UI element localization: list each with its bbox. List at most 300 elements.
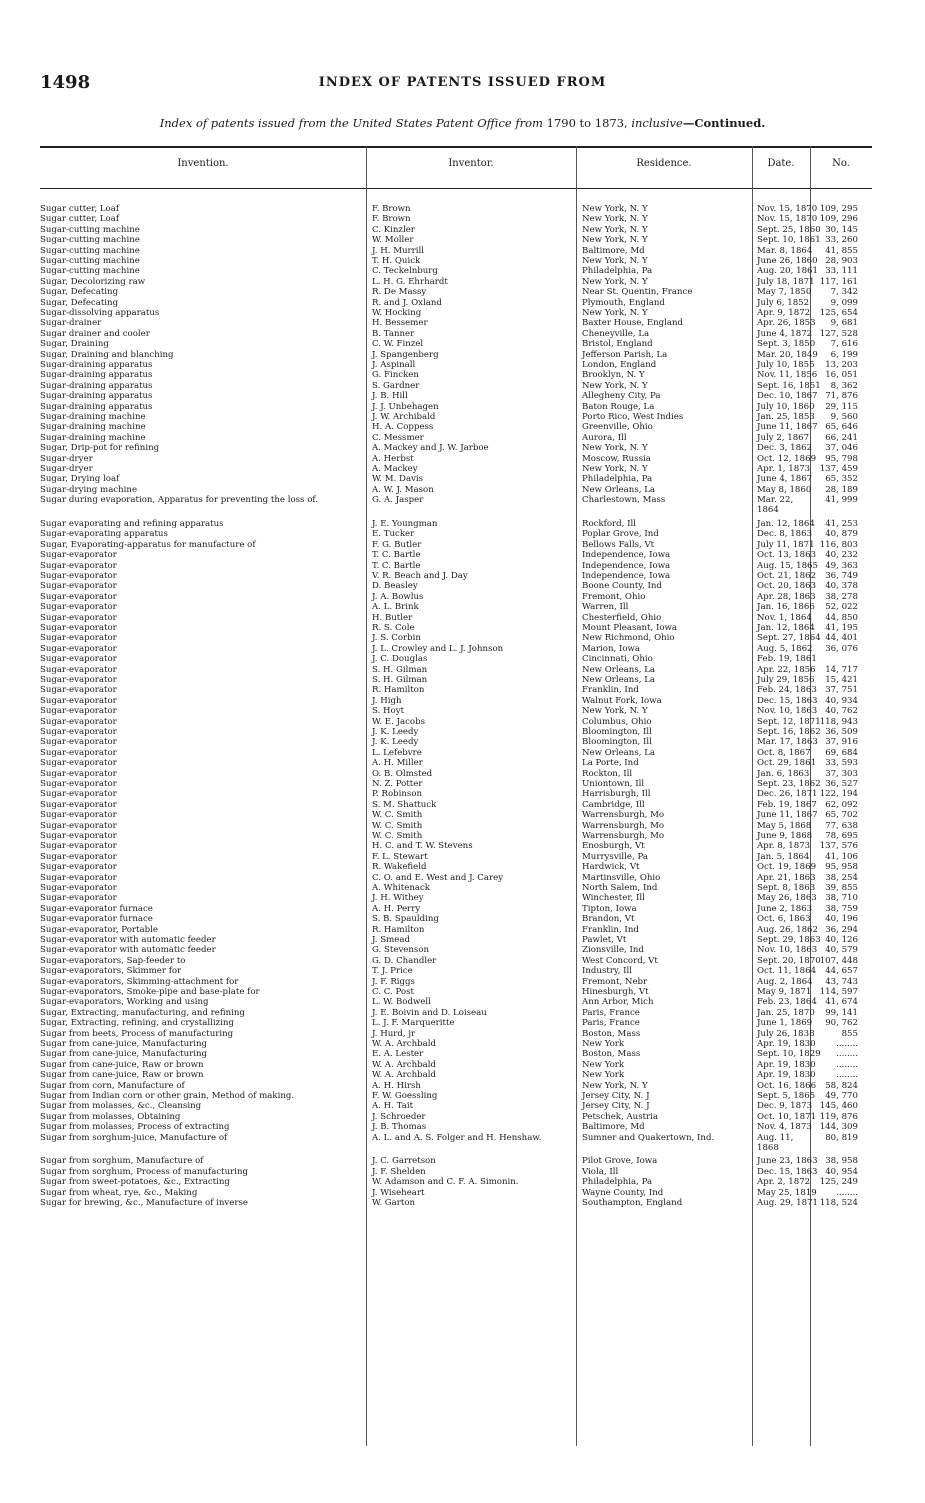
inventor-cell: T. C. Bartle xyxy=(372,560,421,571)
residence-cell: Mount Pleasant, Iowa xyxy=(582,623,678,633)
patent-number-cell: ........ xyxy=(836,1039,858,1049)
residence-cell: Poplar Grove, Ind xyxy=(582,529,659,540)
inventor-cell: J. E. Boivin and D. Loiseau xyxy=(372,1007,487,1018)
patent-number-cell: 36, 294 xyxy=(825,924,858,935)
date-cell: Apr. 19, 1830 xyxy=(757,1059,816,1070)
residence-cell: Baltimore, Md xyxy=(582,245,645,256)
invention-cell: Sugar-evaporators, Working and using xyxy=(40,997,209,1008)
residence-cell: Baltimore, Md xyxy=(582,1122,645,1133)
invention-cell: Sugar-evaporator xyxy=(40,872,117,883)
invention-cell: Sugar-evaporator xyxy=(40,591,117,602)
date-cell: Oct. 11, 1864 xyxy=(757,966,817,977)
inventor-cell: A. H. Tait xyxy=(372,1101,414,1112)
invention-cell: Sugar-evaporators, Smoke-pipe and base-plate for xyxy=(40,987,260,997)
residence-cell: Rockford, Ill xyxy=(582,519,636,529)
date-cell: Dec. 15, 1863 xyxy=(757,695,818,706)
patent-number-cell: 44, 657 xyxy=(825,966,858,977)
column-header-invention: Invention. xyxy=(177,158,229,169)
residence-cell: Southampton, England xyxy=(582,1198,683,1208)
inventor-cell: E. Tucker xyxy=(372,529,415,540)
patent-number-cell: 118, 943 xyxy=(819,716,858,727)
invention-cell: Sugar, Drying loaf xyxy=(40,474,120,485)
inventor-cell: W. C. Smith xyxy=(372,831,423,841)
patent-number-cell xyxy=(813,654,858,664)
invention-cell: Sugar-evaporator xyxy=(40,675,117,685)
residence-cell: Hinesburgh, Vt xyxy=(582,987,649,997)
inventor-cell: A. Whitenack xyxy=(372,883,431,893)
invention-cell: Sugar-evaporator xyxy=(40,862,117,873)
inventor-cell: J. Schroeder xyxy=(372,1111,426,1122)
patent-number-cell: 41, 106 xyxy=(825,851,858,862)
date-cell: Dec. 15, 1863 xyxy=(757,1166,818,1177)
patent-number-cell: 9, 560 xyxy=(830,412,858,422)
inventor-cell: C. O. and E. West and J. Carey xyxy=(372,872,504,883)
invention-cell: Sugar-evaporator xyxy=(40,779,117,789)
date-cell: Dec. 10, 1867 xyxy=(757,391,818,402)
inventor-cell: J. Smead xyxy=(372,935,410,945)
date-cell: June 4, 1867 xyxy=(757,474,813,485)
patent-number-cell: 44, 850 xyxy=(825,612,858,623)
invention-cell: Sugar-evaporator xyxy=(40,820,117,831)
residence-cell: New Orleans, La xyxy=(582,664,656,675)
patent-number-cell: 99, 141 xyxy=(825,1007,858,1018)
residence-cell: Philadelphia, Pa xyxy=(582,266,653,277)
invention-cell: Sugar-evaporators, Skimmer for xyxy=(40,966,182,977)
date-cell: Sept. 3, 1850 xyxy=(757,339,816,350)
invention-cell: Sugar-evaporator xyxy=(40,727,117,737)
patent-number-cell: 8, 362 xyxy=(830,380,858,391)
invention-cell: Sugar-evaporator xyxy=(40,758,117,769)
date-cell: Oct. 10, 1871 xyxy=(757,1111,817,1122)
patent-number-cell: 118, 524 xyxy=(819,1198,858,1208)
inventor-cell: W. C. Smith xyxy=(372,810,423,821)
residence-cell: New Orleans, La xyxy=(582,484,656,495)
date-cell: Jan. 12, 1864 xyxy=(757,519,815,529)
inventor-cell: S. B. Spaulding xyxy=(372,914,439,925)
residence-cell: New York, N. Y xyxy=(582,443,648,454)
residence-cell: Baton Rouge, La xyxy=(582,401,655,412)
date-cell: Feb. 19, 1861 xyxy=(757,654,817,665)
date-cell: Sept. 10, 1861 xyxy=(757,235,821,246)
invention-cell: Sugar-draining machine xyxy=(40,422,146,433)
date-cell: May 25, 1819 xyxy=(757,1187,817,1198)
inventor-cell: J. W. Archibald xyxy=(372,412,436,422)
residence-cell: Moscow, Russia xyxy=(582,453,651,464)
date-cell: May 5, 1868 xyxy=(757,820,812,831)
inventor-cell: S. H. Gilman xyxy=(372,675,428,685)
residence-cell: New York xyxy=(582,1070,625,1081)
date-cell: Oct. 13, 1863 xyxy=(757,550,817,561)
date-cell: June 23, 1863 xyxy=(757,1156,818,1167)
residence-cell: Viola, Ill xyxy=(582,1166,619,1177)
invention-cell: Sugar-draining apparatus xyxy=(40,360,153,370)
inventor-cell: L. J. F. Marqueritte xyxy=(372,1018,455,1029)
inventor-cell: G. Stevenson xyxy=(372,945,430,956)
residence-cell: Bloomington, Ill xyxy=(582,737,652,748)
patent-number-cell: 37, 916 xyxy=(825,737,858,748)
invention-cell: Sugar-dryer xyxy=(40,464,93,474)
date-cell: Nov. 1, 1864 xyxy=(757,612,812,623)
inventor-cell: A. L. Brink xyxy=(372,602,419,613)
date-cell: Oct. 21, 1862 xyxy=(757,571,817,581)
invention-cell: Sugar-evaporator xyxy=(40,831,117,841)
invention-cell: Sugar-evaporator with automatic feeder xyxy=(40,935,216,945)
date-cell: May 26, 1863 xyxy=(757,893,817,904)
residence-cell: Philadelphia, Pa xyxy=(582,474,653,485)
date-cell: Nov. 4, 1873 xyxy=(757,1122,812,1133)
date-cell: Oct. 20, 1863 xyxy=(757,581,817,592)
inventor-cell: J. H. Murrill xyxy=(372,245,424,256)
date-cell: Dec. 26, 1871 xyxy=(757,789,818,800)
residence-cell: New Orleans, La xyxy=(582,747,656,758)
date-cell: July 26, 1838 xyxy=(757,1028,815,1039)
patent-number-cell: 6, 199 xyxy=(830,349,858,360)
invention-cell: Sugar-evaporator xyxy=(40,612,117,623)
date-cell: Dec. 9, 1873 xyxy=(757,1101,813,1112)
invention-cell: Sugar drainer and cooler xyxy=(40,328,150,339)
patent-number-cell: 40, 762 xyxy=(825,706,858,717)
patent-number-cell: 65, 702 xyxy=(825,810,858,821)
residence-cell: Industry, Ill xyxy=(582,966,633,977)
patent-number-cell: ........ xyxy=(836,1187,858,1198)
invention-cell: Sugar from molasses, Obtaining xyxy=(40,1111,181,1122)
inventor-cell: H. C. and T. W. Stevens xyxy=(372,841,473,852)
residence-cell: Cambridge, Ill xyxy=(582,799,645,810)
patent-number-cell: 107, 448 xyxy=(819,955,858,966)
residence-cell: Martinsville, Ohio xyxy=(582,872,661,883)
inventor-cell: W. Moller xyxy=(372,235,414,246)
residence-cell: Franklin, Ind xyxy=(582,924,639,935)
invention-cell: Sugar-cutting machine xyxy=(40,266,140,277)
invention-cell: Sugar-evaporator with automatic feeder xyxy=(40,945,216,956)
date-cell: Apr. 1, 1873 xyxy=(757,464,811,474)
date-cell: Aug. 20, 1861 xyxy=(757,266,818,277)
patent-number-cell: 41, 253 xyxy=(825,519,858,529)
date-cell: Sept. 27, 1864 xyxy=(757,633,821,644)
inventor-cell: G. A. Jasper xyxy=(372,495,424,506)
patent-number-cell: 14, 717 xyxy=(825,664,858,675)
date-cell: Oct. 16, 1866 xyxy=(757,1080,817,1091)
residence-cell: Franklin, Ind xyxy=(582,685,639,696)
date-cell: Dec. 3, 1862 xyxy=(757,443,813,454)
date-cell: Oct. 6, 1863 xyxy=(757,914,811,925)
inventor-cell: S. H. Gilman xyxy=(372,664,428,675)
patent-number-cell: 137, 459 xyxy=(819,464,858,474)
inventor-cell: S. Gardner xyxy=(372,380,420,391)
inventor-cell: J. Hurd, jr xyxy=(372,1028,416,1039)
invention-cell: Sugar cutter, Loaf xyxy=(40,214,120,225)
invention-cell: Sugar from cane-juice, Raw or brown xyxy=(40,1070,204,1081)
inventor-cell: R. and J. Oxland xyxy=(372,297,442,308)
patent-number-cell: 95, 958 xyxy=(825,862,858,873)
patent-number-cell: 16, 051 xyxy=(825,370,858,381)
inventor-cell: T. C. Bartle xyxy=(372,550,421,561)
inventor-cell: C. Teckelnburg xyxy=(372,266,438,277)
date-cell: July 29, 1856 xyxy=(757,675,815,685)
invention-cell: Sugar-evaporator xyxy=(40,571,117,581)
date-cell: Sept. 23, 1862 xyxy=(757,779,821,789)
patent-number-cell: ........ xyxy=(836,1070,858,1081)
date-cell: Sept. 16, 1851 xyxy=(757,380,821,391)
inventor-cell: W. A. Archbald xyxy=(372,1070,436,1081)
residence-cell: Rockton, Ill xyxy=(582,768,633,779)
residence-cell: Columbus, Ohio xyxy=(582,716,652,727)
invention-cell: Sugar, Extracting, manufacturing, and refining xyxy=(40,1007,245,1018)
invention-cell: Sugar-evaporator, Portable xyxy=(40,924,158,935)
invention-cell: Sugar-draining apparatus xyxy=(40,370,153,381)
residence-cell: Paris, France xyxy=(582,1007,640,1018)
residence-cell: Brandon, Vt xyxy=(582,914,635,925)
column-header-residence: Residence. xyxy=(636,158,692,169)
inventor-cell: J. S. Corbin xyxy=(372,633,421,644)
inventor-cell: T. H. Quick xyxy=(372,256,421,266)
invention-cell: Sugar cutter, Loaf xyxy=(40,204,120,214)
invention-cell: Sugar-dryer xyxy=(40,453,93,464)
date-cell: May 7, 1850 xyxy=(757,287,812,298)
patent-number-cell: 30, 145 xyxy=(825,224,858,235)
residence-cell: New York, N. Y xyxy=(582,1080,648,1091)
invention-cell: Sugar from molasses, &c., Cleansing xyxy=(40,1101,202,1112)
residence-cell: Plymouth, England xyxy=(582,297,665,308)
residence-cell: New York, N. Y xyxy=(582,706,648,717)
residence-cell: West Concord, Vt xyxy=(582,955,658,966)
patent-number-cell: 95, 798 xyxy=(825,453,858,464)
residence-cell: Porto Rico, West Indies xyxy=(582,412,684,422)
inventor-cell: J. B. Thomas xyxy=(372,1122,427,1133)
residence-cell: Jefferson Parish, La xyxy=(582,349,668,360)
date-cell: Nov. 11, 1856 xyxy=(757,370,818,381)
residence-cell: Independence, Iowa xyxy=(582,571,671,581)
invention-cell: Sugar-evaporator xyxy=(40,747,117,758)
invention-cell: Sugar-draining apparatus xyxy=(40,391,153,402)
patent-number-cell: 40, 579 xyxy=(825,945,858,956)
inventor-cell: W. M. Davis xyxy=(372,474,424,485)
date-cell: June 11, 1867 xyxy=(757,810,818,821)
invention-cell: Sugar from sorghum, Process of manufacturing xyxy=(40,1166,249,1177)
inventor-cell: W. Adamson and C. F. A. Simonin. xyxy=(372,1177,519,1188)
inventor-cell: A. W. J. Mason xyxy=(372,484,434,495)
residence-cell: Petschek, Austria xyxy=(582,1111,659,1122)
patent-number-cell: 114, 597 xyxy=(819,987,858,997)
residence-cell: Near St. Quentin, France xyxy=(582,287,693,298)
residence-cell: New York, N. Y xyxy=(582,380,648,391)
residence-cell: Marion, Iowa xyxy=(582,643,640,654)
invention-cell: Sugar-evaporator xyxy=(40,695,117,706)
inventor-cell: J. Aspinall xyxy=(372,360,416,370)
inventor-cell: C. Messmer xyxy=(372,432,424,443)
patent-number-cell: 33, 260 xyxy=(825,235,858,246)
patent-number-cell: 36, 076 xyxy=(825,643,858,654)
patent-number-cell: 41, 195 xyxy=(825,623,858,633)
date-cell: Aug. 11, 1868 xyxy=(757,1132,794,1153)
residence-cell: Bristol, England xyxy=(582,339,653,350)
invention-cell: Sugar-evaporator furnace xyxy=(40,914,153,925)
inventor-cell: V. R. Beach and J. Day xyxy=(372,571,468,581)
invention-cell: Sugar-evaporator xyxy=(40,664,117,675)
patent-number-cell: 43, 743 xyxy=(825,976,858,987)
inventor-cell: C. Kinzler xyxy=(372,224,415,235)
residence-cell: Paris, France xyxy=(582,1018,640,1029)
residence-cell: Warrensburgh, Mo xyxy=(582,810,665,821)
invention-cell: Sugar, Draining and blanching xyxy=(40,349,174,360)
date-cell: Feb. 19, 1867 xyxy=(757,799,817,810)
invention-cell: Sugar-evaporator xyxy=(40,706,117,717)
patent-number-cell: 125, 249 xyxy=(819,1177,858,1188)
residence-cell: Aurora, Ill xyxy=(582,432,627,443)
residence-cell: Chesterfield, Ohio xyxy=(582,612,662,623)
patent-number-cell: 36, 527 xyxy=(825,779,858,789)
residence-cell: Bloomington, Ill xyxy=(582,727,652,737)
inventor-cell: J. High xyxy=(372,695,402,706)
patent-number-cell: 52, 022 xyxy=(825,602,858,613)
patent-number-cell: 117, 161 xyxy=(819,276,858,287)
patent-number-cell: 69, 684 xyxy=(825,747,858,758)
patent-number-cell: 77, 638 xyxy=(825,820,858,831)
residence-cell: Fremont, Ohio xyxy=(582,591,646,602)
patent-number-cell: 80, 819 xyxy=(825,1132,858,1143)
invention-cell: Sugar-cutting machine xyxy=(40,235,140,246)
date-cell: July 10, 1860 xyxy=(757,401,815,412)
residence-cell: Jersey City, N. J xyxy=(582,1091,650,1101)
invention-cell: Sugar from sorghum-juice, Manufacture of xyxy=(40,1132,228,1143)
inventor-cell: J. Wiseheart xyxy=(372,1187,425,1198)
date-cell: Jan. 5, 1864 xyxy=(757,851,810,862)
residence-cell: Pawlet, Vt xyxy=(582,935,627,945)
patent-number-cell: 38, 759 xyxy=(825,903,858,914)
invention-cell: Sugar-drying machine xyxy=(40,484,138,495)
invention-cell: Sugar-evaporators, Skimming-attachment for xyxy=(40,976,239,987)
patent-number-cell: 41, 674 xyxy=(825,997,858,1008)
invention-cell: Sugar, Draining xyxy=(40,339,109,350)
patent-number-cell: 40, 879 xyxy=(825,529,858,540)
patent-number-cell: 7, 342 xyxy=(830,287,858,298)
residence-cell: Zionsville, Ind xyxy=(582,945,644,956)
residence-cell: Winchester, Ill xyxy=(582,893,645,904)
residence-cell: Warrensburgh, Mo xyxy=(582,831,665,841)
date-cell: June 9, 1868 xyxy=(757,831,813,841)
invention-cell: Sugar-dissolving apparatus xyxy=(40,308,160,318)
residence-cell: Sumner and Quakertown, Ind. xyxy=(582,1132,715,1143)
inventor-cell: F. W. Goessling xyxy=(372,1091,438,1101)
inventor-cell: F. L. Stewart xyxy=(372,851,428,862)
patent-number-cell: 40, 934 xyxy=(825,695,858,706)
residence-cell: Enosburgh, Vt xyxy=(582,841,645,852)
inventor-cell: S. M. Shattuck xyxy=(372,799,437,810)
patent-number-cell: 65, 352 xyxy=(825,474,858,485)
date-cell: July 11, 1871 xyxy=(757,539,815,550)
inventor-cell: W. Garton xyxy=(372,1198,416,1208)
residence-cell: Brooklyn, N. Y xyxy=(582,370,645,381)
invention-cell: Sugar-evaporator xyxy=(40,623,117,633)
date-cell: Sept. 5, 1865 xyxy=(757,1091,816,1101)
invention-cell: Sugar-draining apparatus xyxy=(40,401,153,412)
patent-number-cell: 44, 401 xyxy=(825,633,858,644)
inventor-cell: W. A. Archbald xyxy=(372,1039,436,1049)
invention-cell: Sugar-cutting machine xyxy=(40,224,140,235)
invention-cell: Sugar-evaporator xyxy=(40,685,117,696)
invention-cell: Sugar-evaporator xyxy=(40,550,117,561)
inventor-cell: B. Tanner xyxy=(372,328,415,339)
inventor-cell: R. S. Cole xyxy=(372,623,415,633)
inventor-cell: A. Herbst xyxy=(372,453,414,464)
inventor-cell: E. A. Lester xyxy=(372,1049,424,1060)
inventor-cell: F. Brown xyxy=(372,214,411,225)
subtitle-text: Index of patents issued from the United States Patent Office from xyxy=(159,116,543,130)
inventor-cell: J. K. Leedy xyxy=(372,737,419,748)
inventor-cell: H. Butler xyxy=(372,612,413,623)
inventor-cell: J. B. Hill xyxy=(372,391,408,402)
patent-number-cell: 38, 958 xyxy=(825,1156,858,1167)
invention-cell: Sugar during evaporation, Apparatus for preventing the loss of. xyxy=(40,495,318,506)
patent-number-cell: 9, 099 xyxy=(830,297,858,308)
residence-cell: Walnut Fork, Iowa xyxy=(582,695,662,706)
date-cell: July 10, 1855 xyxy=(757,360,815,370)
inventor-cell: W. E. Jacobs xyxy=(372,716,425,727)
inventor-cell: G. Fincken xyxy=(372,370,419,381)
date-cell: Apr. 19, 1830 xyxy=(757,1039,816,1049)
date-cell: June 1, 1869 xyxy=(757,1018,813,1029)
invention-cell: Sugar-evaporator xyxy=(40,883,117,893)
residence-cell: Pilot Grove, Iowa xyxy=(582,1156,658,1167)
invention-cell: Sugar-evaporator furnace xyxy=(40,903,153,914)
subtitle-continued: —Continued. xyxy=(682,116,766,130)
patent-number-cell: 40, 196 xyxy=(825,914,858,925)
date-cell: Nov. 10, 1863 xyxy=(757,706,818,717)
invention-cell: Sugar-drainer xyxy=(40,318,102,329)
residence-cell: New Orleans, La xyxy=(582,675,656,685)
invention-cell: Sugar, Defecating xyxy=(40,287,119,298)
patent-number-cell: 37, 751 xyxy=(825,685,858,696)
patent-number-cell: 127, 528 xyxy=(819,328,858,339)
residence-cell: Murrysville, Pa xyxy=(582,851,648,862)
patent-number-cell: 66, 241 xyxy=(825,432,858,443)
inventor-cell: S. Hoyt xyxy=(372,706,405,717)
inventor-cell: J. A. Bowlus xyxy=(372,591,424,602)
column-header-number: No. xyxy=(832,158,850,169)
date-cell: Sept. 12, 1871 xyxy=(757,716,821,727)
inventor-cell: H. Bessemer xyxy=(372,318,428,329)
invention-cell: Sugar for brewing, &c., Manufacture of inverse xyxy=(40,1198,248,1208)
inventor-cell: L. Lefebvre xyxy=(372,747,422,758)
patent-number-cell: 38, 254 xyxy=(825,872,858,883)
patent-number-cell: 36, 509 xyxy=(825,727,858,737)
patent-number-cell: 36, 749 xyxy=(825,571,858,581)
invention-cell: Sugar from sorghum, Manufacture of xyxy=(40,1156,204,1167)
patent-number-cell: 40, 378 xyxy=(825,581,858,592)
invention-cell: Sugar-evaporating apparatus xyxy=(40,529,168,540)
date-cell: Apr. 28, 1863 xyxy=(757,591,816,602)
patent-number-cell: 62, 092 xyxy=(825,799,858,810)
residence-cell: Wayne County, Ind xyxy=(582,1187,664,1198)
invention-cell: Sugar from corn, Manufacture of xyxy=(40,1080,185,1091)
residence-cell: Harrisburgh, Ill xyxy=(582,789,651,800)
residence-cell: Independence, Iowa xyxy=(582,550,671,561)
invention-cell: Sugar from cane-juice, Raw or brown xyxy=(40,1059,204,1070)
date-cell: Jan. 12, 1864 xyxy=(757,623,815,633)
residence-cell: Allegheny City, Pa xyxy=(582,391,661,402)
patent-number-cell: 39, 855 xyxy=(825,883,858,893)
invention-cell: Sugar-evaporator xyxy=(40,643,117,654)
date-cell: Oct. 29, 1861 xyxy=(757,758,817,769)
invention-cell: Sugar, Defecating xyxy=(40,297,119,308)
patent-number-cell: 33, 111 xyxy=(825,266,858,277)
invention-cell: Sugar from beets, Process of manufacturing xyxy=(40,1028,234,1039)
date-cell: Mar. 20, 1849 xyxy=(757,349,818,360)
patent-number-cell: 78, 695 xyxy=(825,831,858,841)
patent-number-cell: 40, 954 xyxy=(825,1166,858,1177)
date-cell: Apr. 9, 1872 xyxy=(757,308,811,318)
date-cell: June 2, 1863 xyxy=(757,903,813,914)
